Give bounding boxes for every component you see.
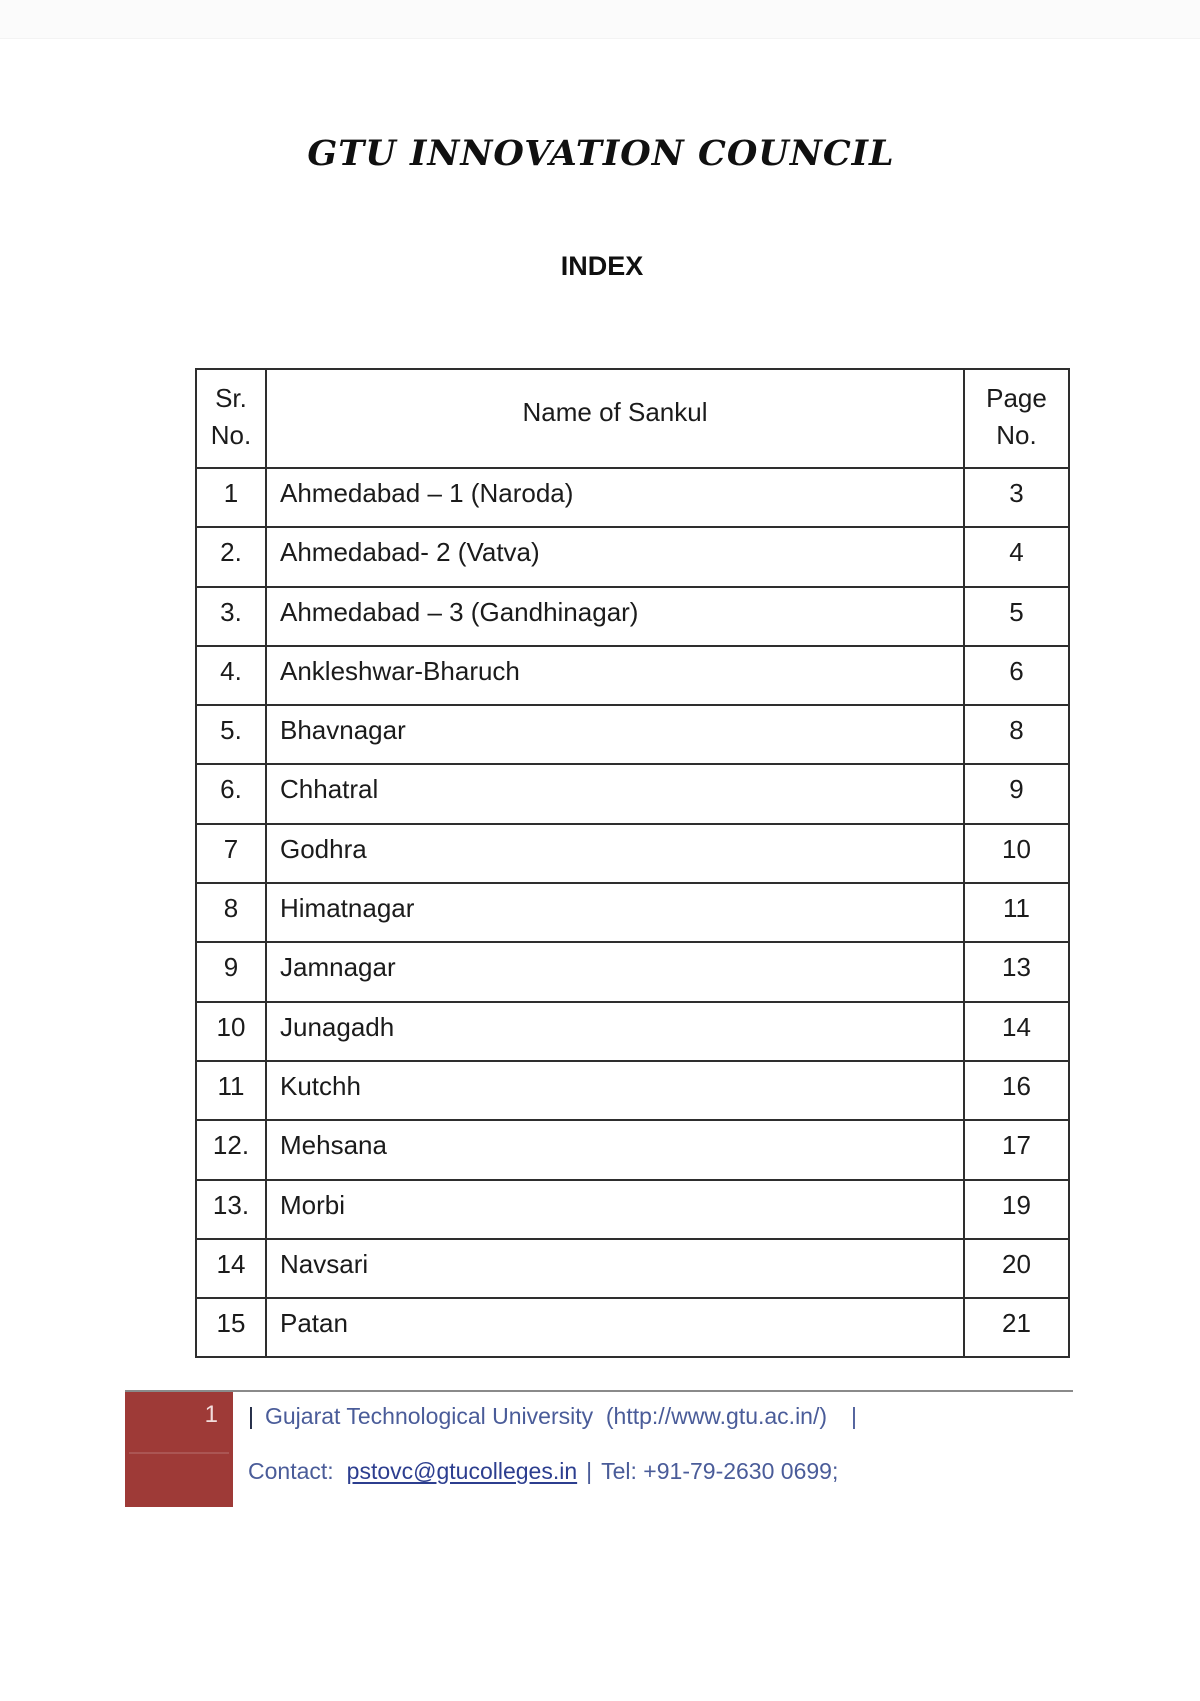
sr-no-cell: 13. [212,1189,250,1220]
sr-no-cell: 12. [212,1130,250,1161]
page-no-column-header [963,370,1068,467]
sr-no-cell: 9 [223,952,239,983]
sr-header-line2: No. [210,420,252,450]
table-row [197,763,1068,822]
sr-no-cell: 11 [217,1070,245,1101]
table-row [197,1060,1068,1119]
page-number-box [125,1392,233,1507]
footer-separator: | [586,1458,593,1484]
page-title: GTU INNOVATION COUNCIL [307,133,895,174]
page-no-cell: 16 [963,1062,1068,1119]
sankul-name-cell: Ahmedabad – 1 (Naroda) [265,469,963,526]
sr-no-cell: 1 [223,478,239,508]
page-no-cell: 8 [963,706,1068,763]
page-no-cell: 21 [963,1299,1068,1356]
table-row [197,1119,1068,1178]
sr-no-cell: 8 [223,893,239,924]
page-no-cell: 20 [963,1240,1068,1297]
sankul-name-cell: Junagadh [265,1003,963,1060]
sr-no-cell: 4. [220,655,242,686]
sankul-name-cell: Jamnagar [265,943,963,1000]
footer-university-line [248,1403,857,1430]
index-heading: INDEX [560,251,644,281]
sr-no-cell: 7 [223,833,239,864]
page-number: 1 [204,1401,218,1428]
sr-no-cell: 10 [216,1011,246,1042]
page-no-cell: 11 [963,884,1068,941]
sr-no-cell: 15 [216,1308,246,1339]
sankul-name-cell: Chhatral [265,765,963,822]
sr-no-cell: 6. [220,774,242,805]
table-row [197,645,1068,704]
sr-no-cell: 5. [220,715,242,746]
table-row [197,704,1068,763]
contact-label: Contact: [248,1458,334,1484]
sankul-name-cell: Himatnagar [265,884,963,941]
page-header-line2: No. [996,420,1037,450]
sankul-name-cell: Morbi [265,1181,963,1238]
table-body [197,467,1068,1356]
table-row [197,1179,1068,1238]
sankul-name-cell: Patan [265,1299,963,1356]
table-row [197,882,1068,941]
table-row [197,526,1068,585]
sankul-name-cell: Navsari [265,1240,963,1297]
tel-text: Tel: +91-79-2630 0699; [601,1458,839,1484]
email-link[interactable]: pstovc@gtucolleges.in [346,1458,578,1484]
sr-no-cell: 2. [220,537,242,568]
page-no-cell: 4 [963,528,1068,585]
sankul-name-cell: Bhavnagar [265,706,963,763]
table-row [197,823,1068,882]
footer-left-bar: | [248,1403,254,1429]
footer-right-bar: | [851,1403,858,1429]
page-no-cell: 5 [963,588,1068,645]
page-no-cell: 3 [963,469,1068,526]
footer-contact-line [248,1458,838,1485]
sankul-name-cell: Mehsana [265,1121,963,1178]
table-row [197,1297,1068,1356]
sr-header-line1: Sr. [215,383,247,413]
table-row [197,1238,1068,1297]
footer-divider [125,1390,1073,1392]
index-table [195,368,1070,1358]
page-no-cell: 10 [963,825,1068,882]
table-header-row [197,370,1068,467]
sankul-name-cell: Ahmedabad – 3 (Gandhinagar) [265,588,963,645]
sankul-name-cell: Godhra [265,825,963,882]
sr-no-cell: 3. [220,596,242,627]
page-no-cell: 9 [963,765,1068,822]
page-no-cell: 13 [963,943,1068,1000]
university-name: Gujarat Technological University (http://www.gtu.ac.in/) [264,1403,828,1429]
name-of-sankul-column-header: Name of Sankul [265,370,963,467]
page-header-line1: Page [986,383,1047,413]
page-no-cell: 17 [963,1121,1068,1178]
sankul-name-cell: Ankleshwar-Bharuch [265,647,963,704]
table-row [197,1001,1068,1060]
sankul-name-cell: Kutchh [265,1062,963,1119]
sankul-name-cell: Ahmedabad- 2 (Vatva) [265,528,963,585]
page-no-cell: 19 [963,1181,1068,1238]
table-row [197,467,1068,526]
sr-no-cell: 14 [216,1248,246,1279]
sr-no-column-header [197,370,265,467]
table-row [197,586,1068,645]
table-row [197,941,1068,1000]
page-no-cell: 14 [963,1003,1068,1060]
page-no-cell: 6 [963,647,1068,704]
